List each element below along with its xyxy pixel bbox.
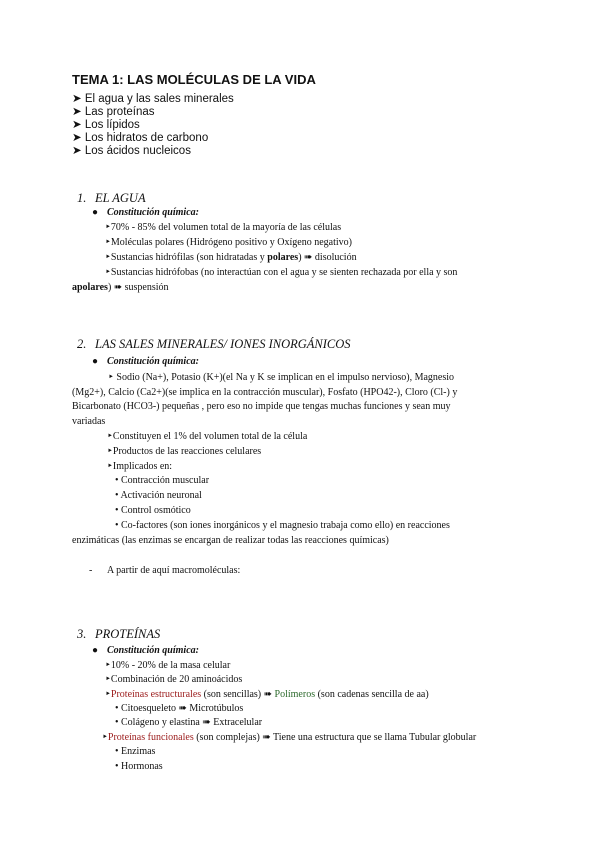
text-run: (son complejas) ➠ Tiene una estructura que se llama Tubular globular bbox=[193, 732, 477, 743]
sub-list-item: • Control osmótico bbox=[115, 505, 191, 516]
page-title: TEMA 1: LAS MOLÉCULAS DE LA VIDA bbox=[72, 72, 316, 87]
bullet-dot-icon: ● bbox=[92, 645, 99, 656]
list-item: ‣10% - 20% de la masa celular bbox=[105, 660, 231, 671]
list-item-continuation bbox=[72, 281, 169, 296]
toc-item-proteinas: ➤ Las proteínas bbox=[72, 106, 155, 118]
paragraph-line: (Mg2+), Calcio (Ca2+)(se implica en la contracción muscular), Fosfato (HPO42-), Cloro (Cl-) y bbox=[72, 387, 458, 398]
section-number: 2. bbox=[77, 337, 87, 351]
section-heading-proteinas bbox=[77, 627, 160, 642]
sub-list-item: • Colágeno y elastina ➠ Extracelular bbox=[115, 717, 263, 728]
list-marker: ‣ bbox=[105, 689, 111, 700]
bold-term: polares bbox=[267, 252, 299, 263]
paragraph-line: Bicarbonato (HCO3-) pequeñas , pero eso no impide que tengas muchas funciones y sean muy bbox=[72, 401, 451, 412]
bullet-label: Constitución química: bbox=[107, 207, 199, 218]
sub-list-item: • Contracción muscular bbox=[115, 475, 210, 486]
section-title: PROTEÍNAS bbox=[95, 627, 161, 641]
list-item: ‣Combinación de 20 aminoácidos bbox=[105, 674, 243, 685]
bullet-constitucion bbox=[92, 207, 199, 218]
toc-item-acidos: ➤ Los ácidos nucleicos bbox=[72, 145, 191, 157]
section-number: 1. bbox=[77, 191, 87, 205]
term-green: Polímeros bbox=[274, 689, 316, 700]
list-item bbox=[105, 688, 429, 703]
list-item bbox=[102, 731, 476, 746]
list-item: ‣70% - 85% del volumen total de la mayoría de las células bbox=[105, 222, 342, 233]
list-item: ‣Productos de las reacciones celulares bbox=[107, 446, 262, 457]
bullet-dot-icon: ● bbox=[92, 207, 99, 218]
text-run: (son cadenas sencilla de aa) bbox=[315, 689, 429, 700]
list-marker: ‣ bbox=[102, 732, 108, 743]
section-title: EL AGUA bbox=[95, 191, 146, 205]
section-title: LAS SALES MINERALES/ IONES INORGÁNICOS bbox=[95, 337, 351, 351]
sub-list-item: • Enzimas bbox=[115, 746, 156, 757]
sub-list-item: • Citoesqueleto ➠ Microtúbulos bbox=[115, 703, 244, 714]
sub-list-item: • Activación neuronal bbox=[115, 490, 202, 501]
text-run: ‣Sustancias hidrófilas (son hidratadas y bbox=[105, 252, 268, 263]
bullet-constitucion bbox=[92, 356, 199, 367]
term-red: Proteínas funcionales bbox=[107, 732, 194, 743]
section-heading-agua bbox=[77, 191, 146, 206]
sub-list-item: • Hormonas bbox=[115, 761, 163, 772]
dash-marker: - bbox=[89, 565, 93, 576]
sub-list-item-continuation: enzimáticas (las enzimas se encargan de realizar todas las reacciones químicas) bbox=[72, 535, 389, 546]
paragraph-line: ‣ Sodio (Na+), Potasio (K+)(el Na y K se implican en el impulso nervioso), Magnesio bbox=[108, 372, 455, 383]
text-run: ) ➠ suspensión bbox=[107, 282, 169, 293]
toc-item-agua: ➤ El agua y las sales minerales bbox=[72, 93, 234, 105]
list-item: ‣Constituyen el 1% del volumen total de la célula bbox=[107, 431, 308, 442]
bullet-constitucion bbox=[92, 645, 199, 656]
text-run: (son sencillas) ➠ bbox=[201, 689, 275, 700]
section-heading-sales bbox=[77, 337, 351, 352]
bullet-label: Constitución química: bbox=[107, 356, 199, 367]
sub-list-item: • Co-factores (son iones inorgánicos y el magnesio trabaja como ello) en reacciones bbox=[115, 520, 450, 531]
term-red: Proteínas estructurales bbox=[110, 689, 202, 700]
bullet-label: Constitución química: bbox=[107, 645, 199, 656]
bold-term: apolares bbox=[72, 282, 108, 293]
section-number: 3. bbox=[77, 627, 87, 641]
dash-note: A partir de aquí macromoléculas: bbox=[107, 565, 241, 576]
text-run: ) ➠ disolución bbox=[298, 252, 357, 263]
list-item: ‣Implicados en: bbox=[107, 461, 173, 472]
list-item: ‣Moléculas polares (Hidrógeno positivo y Oxígeno negativo) bbox=[105, 237, 352, 248]
toc-item-hidratos: ➤ Los hidratos de carbono bbox=[72, 132, 209, 144]
toc-item-lipidos: ➤ Los lípidos bbox=[72, 119, 140, 131]
bullet-dot-icon: ● bbox=[92, 356, 99, 367]
list-item: ‣Sustancias hidrófobas (no interactúan con el agua y se sienten rechazada por ella y son bbox=[105, 267, 458, 278]
paragraph-line: variadas bbox=[72, 416, 106, 427]
list-item bbox=[105, 251, 357, 266]
